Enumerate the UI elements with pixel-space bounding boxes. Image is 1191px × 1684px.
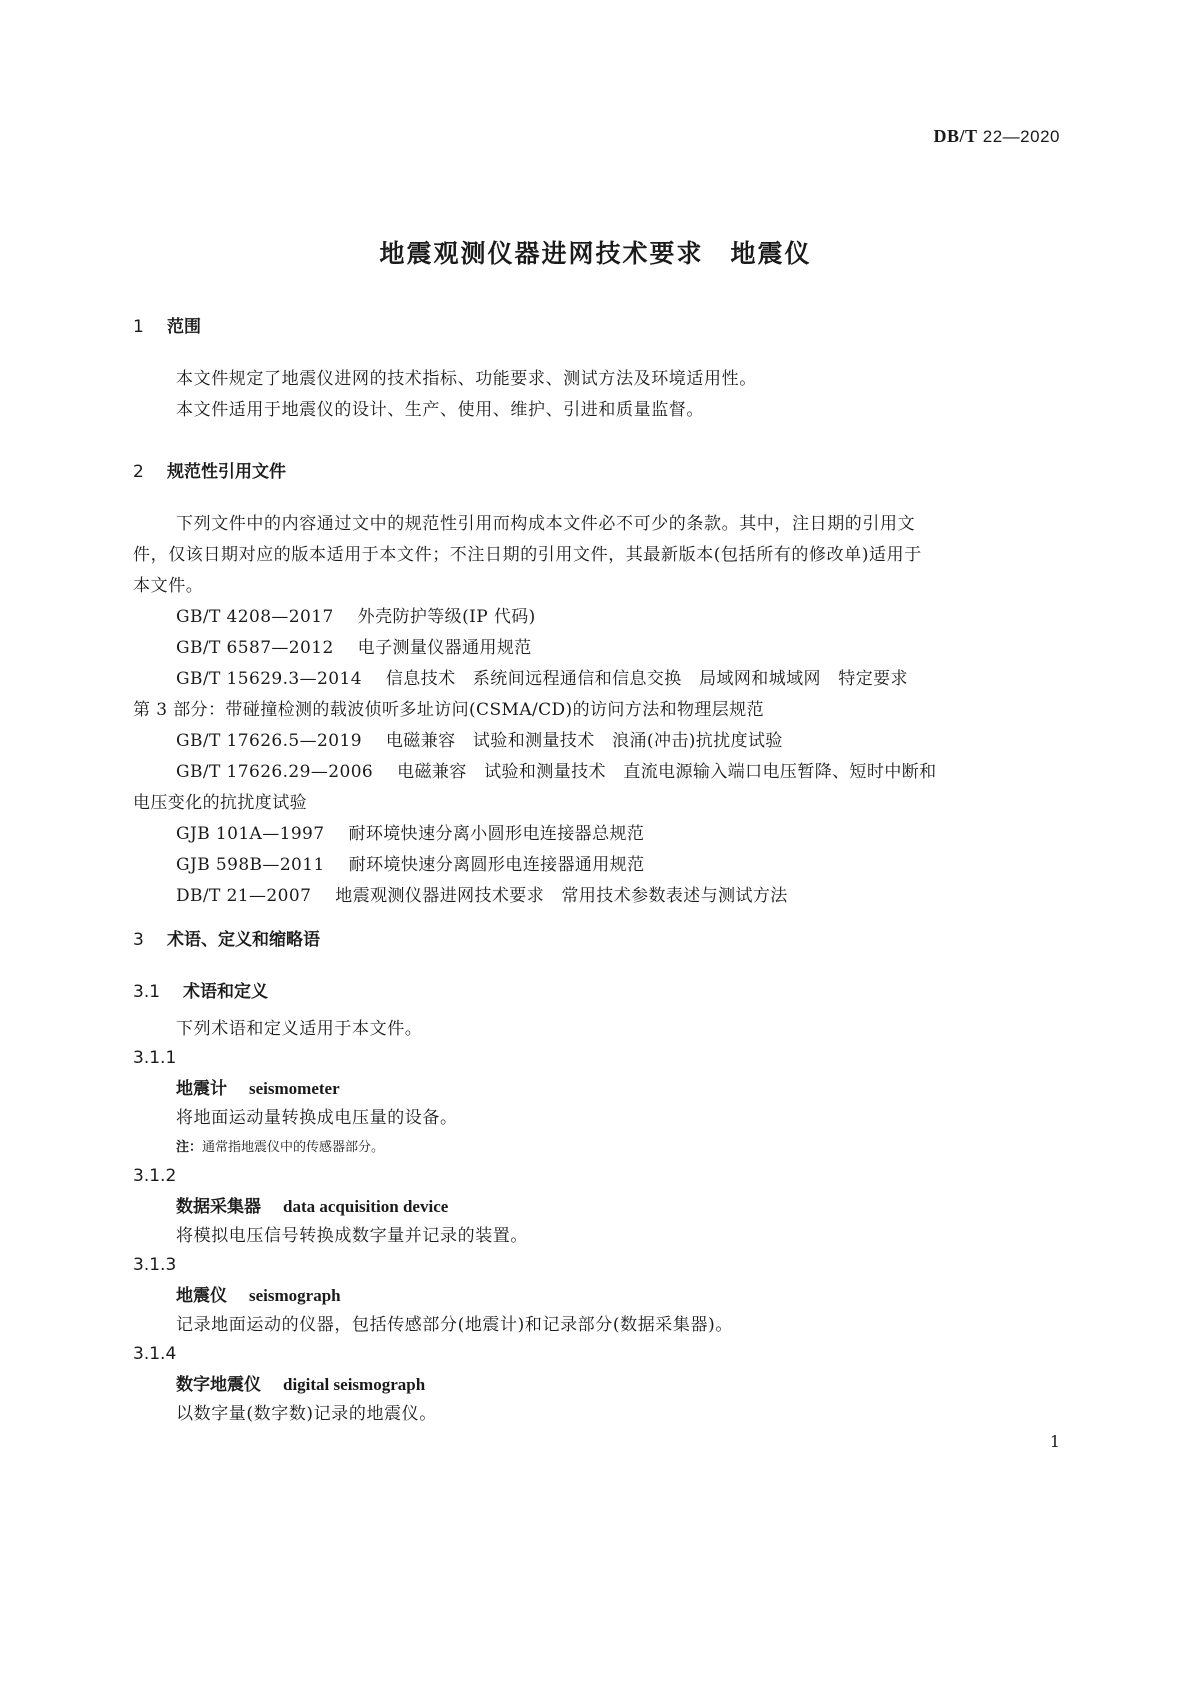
term-name (133, 1192, 1060, 1222)
reference-code: GB/T 17626.5—2019 (176, 731, 362, 751)
term-name-zh: 数字地震仪 (176, 1374, 261, 1395)
section-number: 1 (133, 317, 144, 337)
paragraph-line: 下列文件中的内容通过文中的规范性引用而构成本文件必不可少的条款。其中，注日期的引用文 (176, 514, 916, 534)
reference-item (133, 664, 1060, 695)
reference-title: 耐环境快速分离小圆形电连接器总规范 (348, 824, 645, 844)
note-label: 注： (176, 1140, 203, 1156)
reference-continuation: 电压变化的抗扰度试验 (133, 793, 307, 813)
section-title: 术语、定义和缩略语 (167, 930, 320, 950)
term-name-en: digital seismograph (283, 1374, 426, 1394)
section-1-heading (133, 312, 1060, 337)
reference-code: GB/T 6587—2012 (176, 638, 334, 658)
section-number: 3 (133, 930, 144, 950)
term-name-en: seismograph (249, 1285, 341, 1305)
section-title: 规范性引用文件 (167, 462, 286, 482)
reference-title: 外壳防护等级(IP 代码) (357, 607, 536, 627)
reference-title: 信息技术 系统间远程通信和信息交换 局域网和城域网 特定要求 (385, 669, 908, 689)
reference-code: GB/T 17626.29—2006 (176, 762, 374, 782)
paragraph-line: 本文件。 (133, 576, 204, 596)
term-definition: 以数字量(数字数)记录的地震仪。 (176, 1403, 437, 1424)
term-number: 3.1.4 (133, 1344, 177, 1365)
reference-item (133, 881, 1060, 912)
reference-title: 耐环境快速分离圆形电连接器通用规范 (348, 855, 645, 875)
term-name-zh: 地震计 (176, 1078, 227, 1099)
term-definition: 记录地面运动的仪器，包括传感部分(地震计)和记录部分(数据采集器)。 (176, 1314, 733, 1335)
term-number: 3.1.3 (133, 1255, 177, 1276)
term-definition: 将模拟电压信号转换成数字量并记录的装置。 (176, 1226, 528, 1247)
paragraph: 下列术语和定义适用于本文件。 (176, 1019, 423, 1039)
reference-code: GJB 101A—1997 (176, 824, 325, 844)
reference-code: DB/T 21—2007 (176, 886, 312, 906)
note-text: 通常指地震仪中的传感器部分。 (202, 1140, 385, 1156)
document-code (934, 126, 1060, 147)
section-title: 范围 (167, 317, 201, 337)
document-code-prefix: DB/T (933, 126, 978, 146)
section-title: 术语和定义 (183, 982, 268, 1002)
reference-item (133, 633, 1060, 664)
term-number: 3.1.2 (133, 1166, 177, 1187)
reference-title: 地震观测仪器进网技术要求 常用技术参数表述与测试方法 (335, 886, 788, 906)
reference-code: GB/T 4208—2017 (176, 607, 334, 627)
section-3-1-heading (133, 977, 1060, 1002)
section-number: 3.1 (133, 982, 161, 1002)
term-name-zh: 数据采集器 (176, 1196, 261, 1217)
document-title: 地震观测仪器进网技术要求 地震仪 (379, 239, 812, 268)
reference-title: 电子测量仪器通用规范 (357, 638, 532, 658)
document-code-suffix: 22—2020 (977, 127, 1060, 146)
reference-item (133, 726, 1060, 757)
term-note (133, 1133, 1060, 1162)
paragraph: 本文件规定了地震仪进网的技术指标、功能要求、测试方法及环境适用性。 (176, 369, 757, 389)
section-number: 2 (133, 462, 144, 482)
term-name (133, 1370, 1060, 1400)
reference-code: GB/T 15629.3—2014 (176, 669, 362, 689)
reference-title: 电磁兼容 试验和测量技术 直流电源输入端口电压暂降、短时中断和 (397, 762, 937, 782)
term-name (133, 1074, 1060, 1104)
reference-item (133, 757, 1060, 788)
section-1-body (133, 364, 1060, 426)
reference-item (133, 602, 1060, 633)
term-number: 3.1.1 (133, 1048, 177, 1069)
page-number: 1 (1049, 1432, 1060, 1451)
term-name-zh: 地震仪 (176, 1285, 227, 1306)
term-name-en: seismometer (249, 1078, 340, 1098)
reference-item (133, 819, 1060, 850)
term-name (133, 1281, 1060, 1311)
term-name-en: data acquisition device (283, 1196, 449, 1216)
section-2-heading (133, 457, 1060, 482)
reference-code: GJB 598B—2011 (176, 855, 325, 875)
term-definition: 将地面运动量转换成电压量的设备。 (176, 1107, 458, 1128)
reference-item (133, 850, 1060, 881)
reference-continuation: 第 3 部分：带碰撞检测的载波侦听多址访问(CSMA/CD)的访问方法和物理层规范 (133, 700, 764, 720)
reference-title: 电磁兼容 试验和测量技术 浪涌(冲击)抗扰度试验 (385, 731, 783, 751)
paragraph-line: 件，仅该日期对应的版本适用于本文件；不注日期的引用文件，其最新版本(包括所有的修改单)适用于 (133, 545, 922, 565)
paragraph: 本文件适用于地震仪的设计、生产、使用、维护、引进和质量监督。 (176, 400, 704, 420)
section-2-body (133, 509, 1060, 912)
terms-list (133, 1015, 1060, 1429)
section-3-heading (133, 925, 1060, 950)
